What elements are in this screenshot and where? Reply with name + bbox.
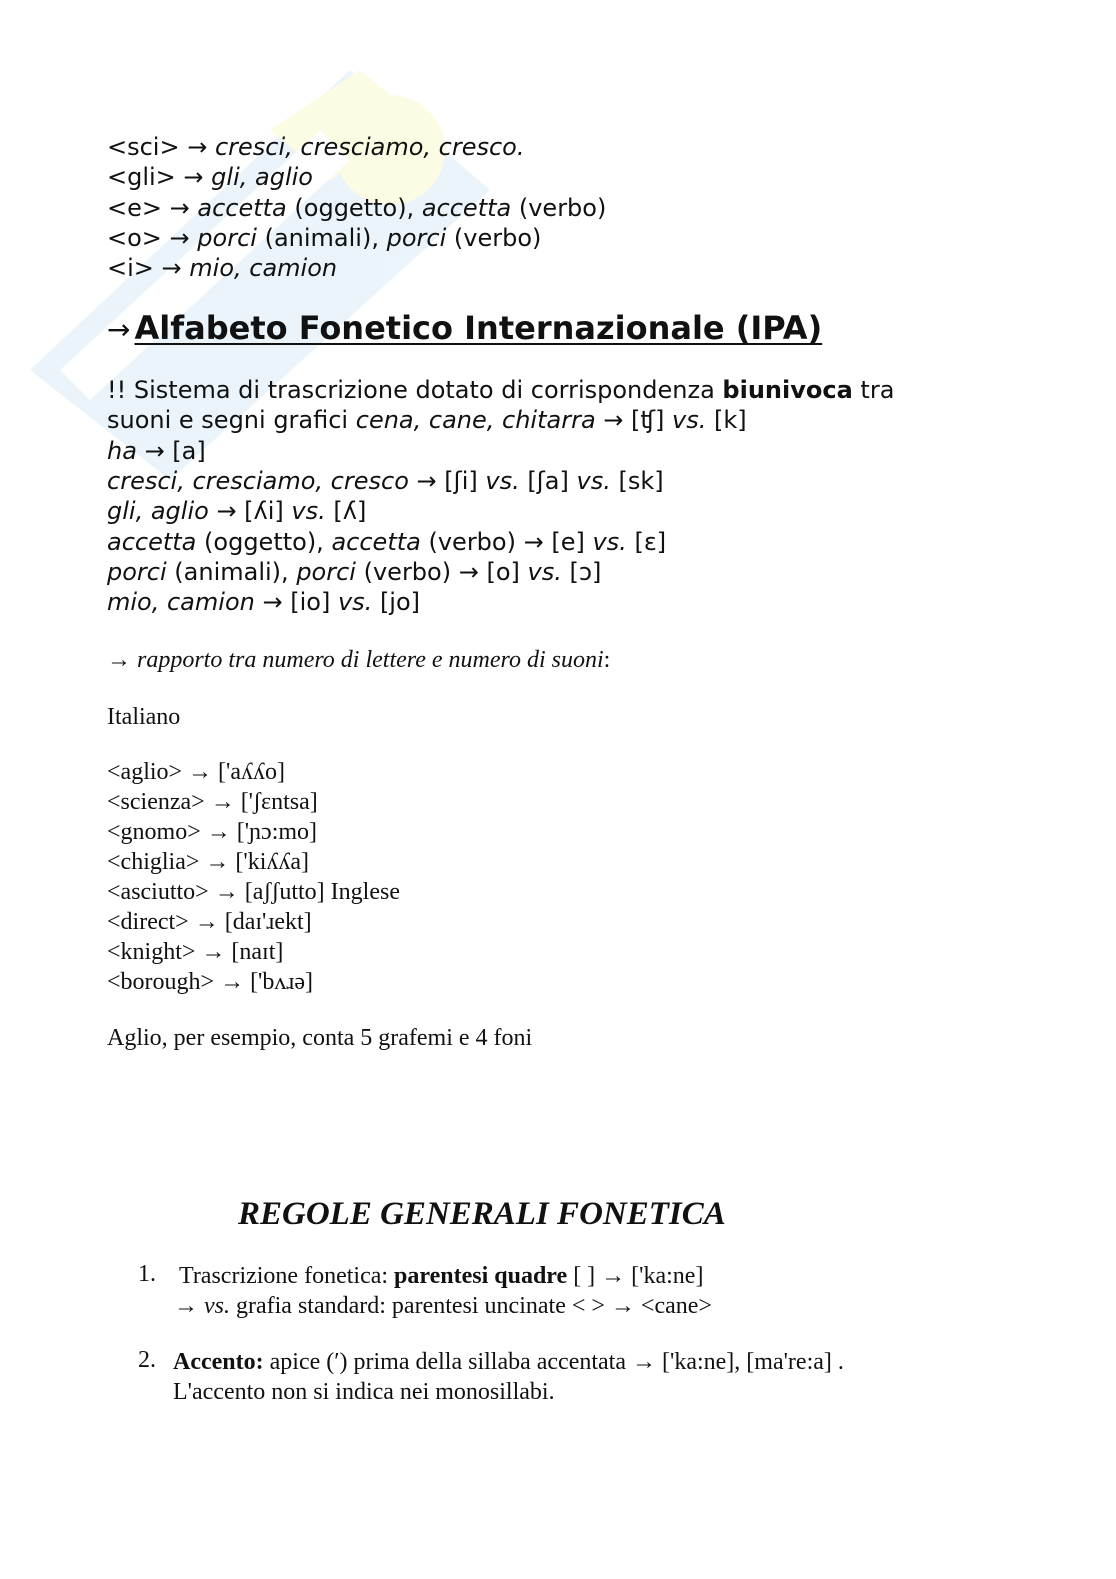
ipa-example-ha: ha → [a] [107, 437, 206, 465]
ipa-example-cresci: cresci, cresciamo, cresco → [ʃi] vs. [ʃa] vs. [sk] [107, 467, 664, 495]
transcription-item: <scienza> → ['ʃɛntsa] [107, 789, 318, 815]
rule-number: 2. [138, 1347, 156, 1373]
ipa-heading [107, 309, 822, 347]
intro-line-e: <e> → accetta (oggetto), accetta (verbo) [107, 194, 607, 222]
ipa-example-mio: mio, camion → [io] vs. [jo] [107, 588, 421, 616]
italiano-label: Italiano [107, 704, 181, 730]
intro-line-o: <o> → porci (animali), porci (verbo) [107, 224, 542, 252]
transcription-item: <aglio> → ['aʎʎo] [107, 759, 286, 785]
transcription-item: <knight> → [naɪt] [107, 939, 284, 965]
rule-2-line-1: Accento: apice (′) prima della sillaba accentata → ['ka:ne], [ma're:a] . [173, 1349, 844, 1375]
ipa-description-line-2: suoni e segni grafici cena, cane, chitarra → [ʧ] vs. [k] [107, 406, 747, 434]
transcription-item: <gnomo> → ['ɲɔ:mo] [107, 819, 318, 845]
transcription-item: <chiglia> → ['kiʎʎa] [107, 849, 310, 875]
rapporto-line: → rapporto tra numero di lettere e numero di suoni: [107, 647, 611, 673]
ipa-example-gli: gli, aglio → [ʎi] vs. [ʎ] [107, 497, 367, 525]
intro-line-gli: <gli> → gli, aglio [107, 163, 313, 191]
ipa-example-porci: porci (animali), porci (verbo) → [o] vs. [ɔ] [107, 558, 602, 586]
ipa-description-line-1: !! Sistema di trascrizione dotato di corrispondenza biunivoca tra [107, 376, 895, 404]
ipa-example-accetta: accetta (oggetto), accetta (verbo) → [e] vs. [ɛ] [107, 528, 667, 556]
rule-2-line-2: L'accento non si indica nei monosillabi. [173, 1379, 555, 1405]
regole-heading: REGOLE GENERALI FONETICA [238, 1196, 726, 1232]
transcription-item: <direct> → [daɪ'ɹekt] [107, 909, 312, 935]
intro-line-sci: <sci> → cresci, cresciamo, cresco. [107, 133, 525, 161]
rule-number: 1. [138, 1261, 156, 1287]
arrow-icon: → [107, 313, 131, 346]
rule-1-line-2: → vs. grafia standard: parentesi uncinate < > → <cane> [174, 1293, 712, 1319]
rule-1-line-1: Trascrizione fonetica: parentesi quadre [ ] → ['ka:ne] [179, 1263, 704, 1289]
aglio-note: Aglio, per esempio, conta 5 grafemi e 4 foni [107, 1025, 533, 1051]
transcription-item: <borough> → ['bʌɹə] [107, 969, 314, 995]
intro-line-i: <i> → mio, camion [107, 254, 338, 282]
ipa-title: Alfabeto Fonetico Internazionale (IPA) [134, 309, 823, 347]
transcription-item: <asciutto> → [aʃʃutto] Inglese [107, 879, 400, 905]
